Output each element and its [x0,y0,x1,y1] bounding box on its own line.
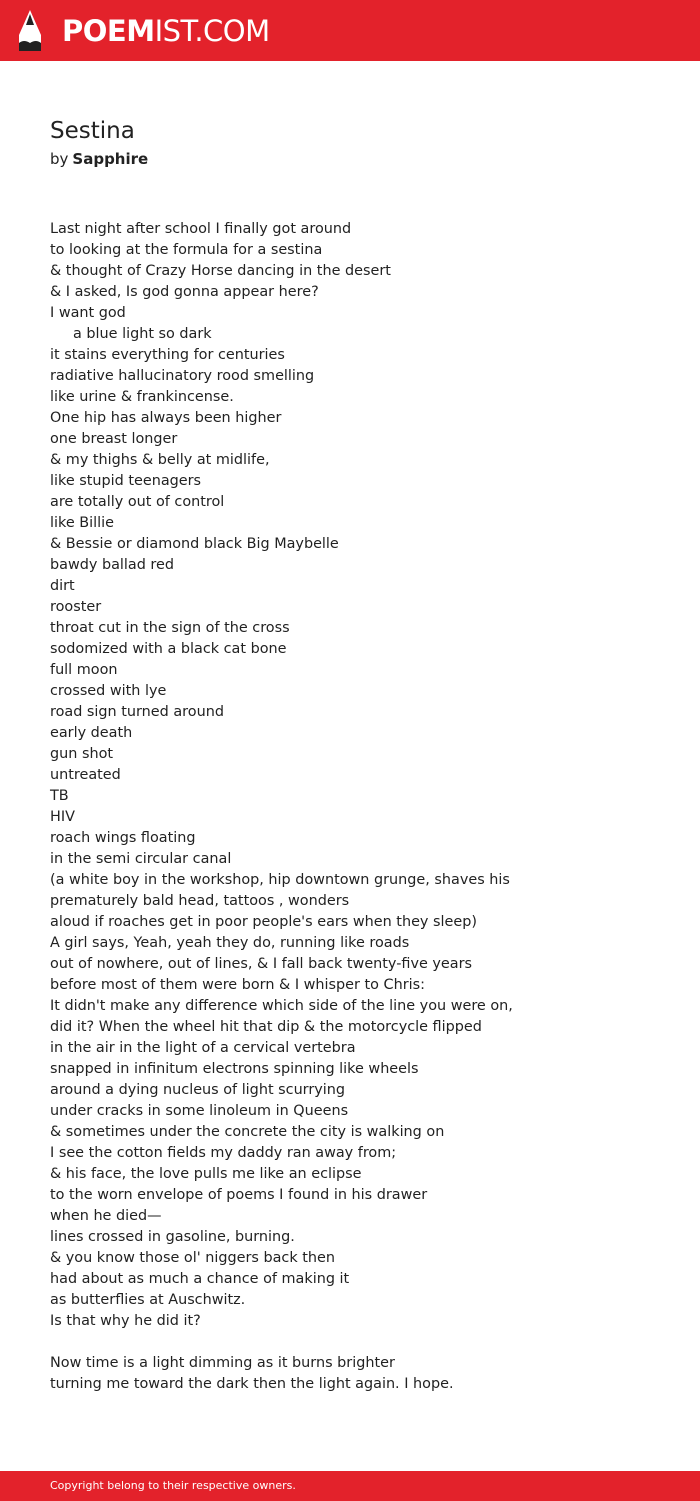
poem-line: & my thighs & belly at midlife, [50,452,270,468]
poem-line: I see the cotton fields my daddy ran away from; [50,1145,397,1161]
poem-line: early death [50,725,133,741]
poem-line: a blue light so dark [73,326,212,342]
poem-line: out of nowhere, out of lines, & I fall back twenty-five years [50,956,473,972]
by-label: by [50,150,69,168]
poem-line: aloud if roaches get in poor people's ears when they sleep) [50,914,477,930]
poem-line: did it? When the wheel hit that dip & the motorcycle flipped [50,1019,482,1035]
poem-line: lines crossed in gasoline, burning. [50,1229,295,1245]
poem-line: Last night after school I finally got around [50,221,352,237]
poem-line: dirt [50,578,75,594]
poem-line: are totally out of control [50,494,225,510]
poem-line: HIV [50,809,75,825]
poem-line: in the semi circular canal [50,851,232,867]
poem-line: throat cut in the sign of the cross [50,620,290,636]
poem-line: snapped in infinitum electrons spinning like wheels [50,1061,419,1077]
poem-body [50,219,670,1395]
poem-line: to looking at the formula for a sestina [50,242,323,258]
author-name: Sapphire [72,150,149,168]
poem-line: & I asked, Is god gonna appear here? [50,284,319,300]
poem-line: bawdy ballad red [50,557,175,573]
poem-line: as butterflies at Auschwitz. [50,1292,246,1308]
poem-line: I want god [50,305,126,321]
poem-line: untreated [50,767,121,783]
poem-line: It didn't make any difference which side of the line you were on, [50,998,513,1014]
poem-line: it stains everything for centuries [50,347,285,363]
poem-line: turning me toward the dark then the light again. I hope. [50,1376,454,1392]
poem-line: road sign turned around [50,704,224,720]
poem-line: when he died— [50,1208,162,1224]
byline [50,148,148,170]
site-header [0,0,700,61]
poem-line: before most of them were born & I whisper to Chris: [50,977,425,993]
poem-line: full moon [50,662,118,678]
poem-line: & his face, the love pulls me like an eclipse [50,1166,362,1182]
pencil-icon[interactable] [17,9,43,51]
poem-line: around a dying nucleus of light scurrying [50,1082,346,1098]
poem-line: one breast longer [50,431,178,447]
poem-line: & thought of Crazy Horse dancing in the desert [50,263,391,279]
poem-line: gun shot [50,746,114,762]
poem-line: had about as much a chance of making it [50,1271,350,1287]
poem-line: crossed with lye [50,683,167,699]
poem-line: radiative hallucinatory rood smelling [50,368,315,384]
poem-line: sodomized with a black cat bone [50,641,287,657]
poem-line: rooster [50,599,102,615]
brand-bold: POEM [62,14,155,48]
poem-line: roach wings floating [50,830,196,846]
poem-line: under cracks in some linoleum in Queens [50,1103,349,1119]
poem-line: to the worn envelope of poems I found in his drawer [50,1187,428,1203]
poem-line: A girl says, Yeah, yeah they do, running like roads [50,935,410,951]
poem-line: Now time is a light dimming as it burns brighter [50,1355,395,1371]
poem-line: like Billie [50,515,114,531]
poem-title: Sestina [50,118,135,144]
poem-line: prematurely bald head, tattoos , wonders [50,893,350,909]
poem-line: TB [50,788,69,804]
site-logo[interactable] [62,12,270,50]
poem-line: like urine & frankincense. [50,389,234,405]
site-footer [0,1471,700,1501]
poem-line: like stupid teenagers [50,473,202,489]
poem-line: & you know those ol' niggers back then [50,1250,335,1266]
poem-line: & Bessie or diamond black Big Maybelle [50,536,339,552]
copyright-text: Copyright belong to their respective owners. [50,1479,296,1492]
poem-line: & sometimes under the concrete the city is walking on [50,1124,445,1140]
poem-line: One hip has always been higher [50,410,282,426]
stanza-break [50,1332,670,1353]
poem-line: in the air in the light of a cervical vertebra [50,1040,356,1056]
poem-line: (a white boy in the workshop, hip downtown grunge, shaves his [50,872,510,888]
poem-line: Is that why he did it? [50,1313,201,1329]
brand-light: IST.COM [154,14,270,48]
